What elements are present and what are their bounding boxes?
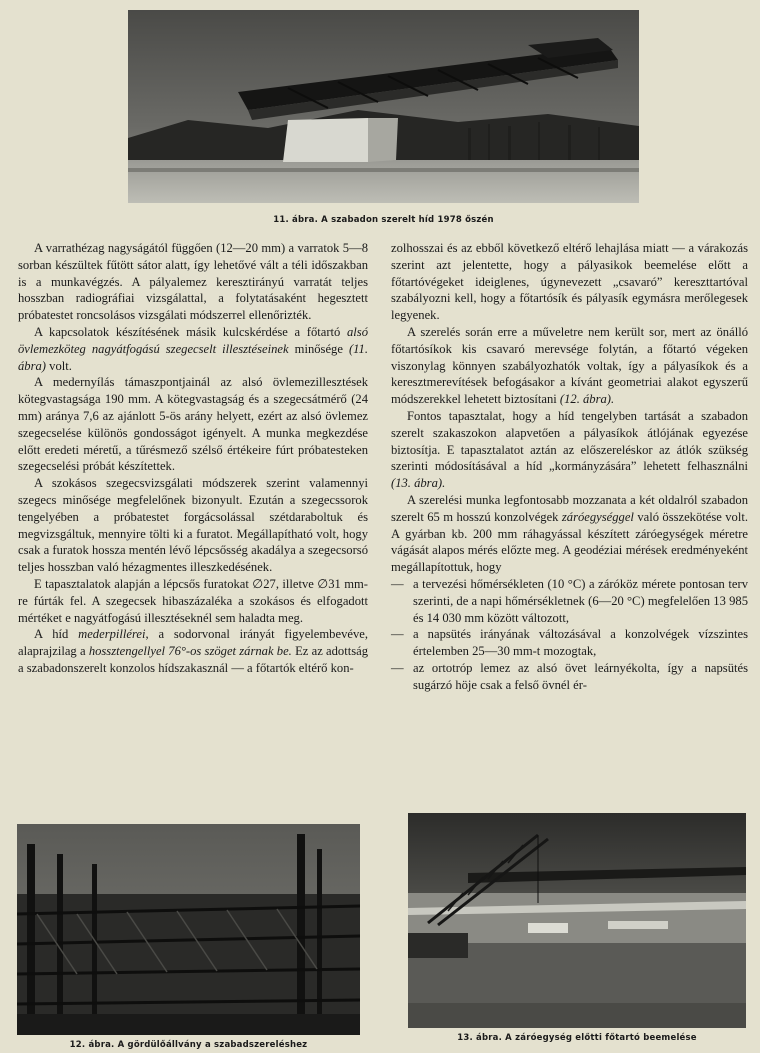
paragraph: A medernyílás támaszpontjainál az alsó övlemezillesztések kötegvastagsága 190 mm. A kötegvastagság és a szegecsátmérő (24 mm) aránya 7,6 az ajánlott 5-ös arány helyett, ezért az alsó övlemez szegecselése különös gondosságot igényelt. A munka megkezdése előtt eredeti méretű, a tűrésmező szélső értékeire fúrt próbatesteken szegecselési próbát készítettek.	[18, 375, 368, 474]
paragraph: A szerelés során erre a műveletre nem került sor, mert az önálló főtartósíkok kis csavaró merevsége folytán, a főtartó végeken viszonylag könnyen szabályozhatók voltak, így a pályasíkok és a keresztmerevítések befogásakor a kívánt geometriai alakot egyszerű módszerekkel lehetett biztosítani (12. ábra).	[391, 324, 748, 407]
figure-13-caption: 13. ábra. A záróegység előtti főtartó beemelése	[457, 1033, 697, 1043]
paragraph: A kapcsolatok készítésének másik kulcskérdése a főtartó alsó övlemezköteg nagyátfogású szegecselt illesztéseinek minősége (11. ábra) volt.	[18, 324, 368, 373]
list-item: — a napsütés irányának változásával a konzolvégek vízszintes értelemben 25—30 mm-t mozogtak,	[391, 626, 748, 660]
paragraph: zolhosszai és az ebből következő eltérő lehajlása miatt — a várakozás szerint azt jelentette, hogy a pályasikok beemelése előtt a főtartóvégeket ideiglenes, úgynevezett „csavaró” kereszttartóval szabályozni kell, hogy a főtartósík és pályasík egymásra merőlegesek legyenek.	[391, 241, 748, 323]
paragraph: E tapasztalatok alapján a lépcsős furatokat ∅27, illetve ∅31 mm-re fúrták fel. A szegecsek hibaszázaléka a szokásos és elfogadott mértéket e nagyátfogású illesztéseknél sem haladta meg.	[18, 576, 368, 625]
paragraph: A szokásos szegecsvizsgálati módszerek szerint valamennyi szegecs minősége megfelelőnek bizonyult. Ezután a szegecssorok tengelyében a próbatestet forgácsolással szétdaraboltuk és megvizsgáltuk, mennyire tölti ki a furatot. Megállapítható volt, hogy csak a furatok hossza mentén lévő lépcsősség akadálya a szegecsorsó teljes hosszban való hézagmentes illeszkedésének.	[18, 476, 368, 575]
figure-13-photo	[408, 813, 746, 1028]
paragraph: A szerelési munka legfontosabb mozzanata a két oldalról szabadon szerelt 65 m hosszú konzolvégek záróegységgel való összekötése volt. A gyárban kb. 200 mm ráhagyással készített záróegységek méretre vágását alapos mérés előzte meg. A geodéziai mérések eredményeként megállapítottuk, hogy	[391, 492, 748, 575]
right-column	[391, 240, 748, 694]
paragraph: Fontos tapasztalat, hogy a híd tengelyben tartását a szabadon szerelt szakaszokon alapvetően a pályasíkok átlójának egyezése biztosítja. E tapasztalatot aztán az előszereléskor az átlók szükség szerinti módosításával a híd „kormányzására” lehetett felhasználni (13. ábra).	[391, 408, 748, 491]
left-column	[18, 240, 368, 677]
figure-12-caption: 12. ábra. A gördülőállvány a szabadszereléshez	[69, 1040, 308, 1050]
figure-12-photo	[17, 824, 360, 1035]
figure-11-photo	[128, 10, 639, 203]
list-item: — az ortotróp lemez az alsó övet leárnyékolta, így a napsütés sugárzó höje csak a felső övnél ér-	[391, 660, 748, 694]
paragraph: A varrathézag nagyságától függően (12—20 mm) a varratok 5—8 sorban készültek fűtött sátor alatt, így lehetővé vált a téli időszakban is a munkavégzés. A pályalemez keresztirányú varratát teljes hosszban radiográfiai vizsgálattal, a folytatásaként hegesztett próbatestet roncsolásos vizsgálati módszerrel ellenőrizték.	[18, 241, 368, 323]
measurement-list	[391, 576, 748, 694]
list-item: — a tervezési hőmérsékleten (10 °C) a záróköz mérete pontosan terv szerinti, de a napi hőmérsékletnek (6—20 °C) megfelelően 13 985 és 14 030 mm között változott,	[391, 576, 748, 626]
paragraph: A híd mederpillérei, a sodorvonal irányát figyelembevéve, alaprajzilag a hossztengellyel 76°-os szöget zárnak be. Ez az adottság a szabadonszerelt konzolos hídszakasznál — a főtartók eltérő kon-	[18, 627, 368, 675]
figure-11-caption: 11. ábra. A szabadon szerelt híd 1978 őszén	[273, 215, 494, 225]
